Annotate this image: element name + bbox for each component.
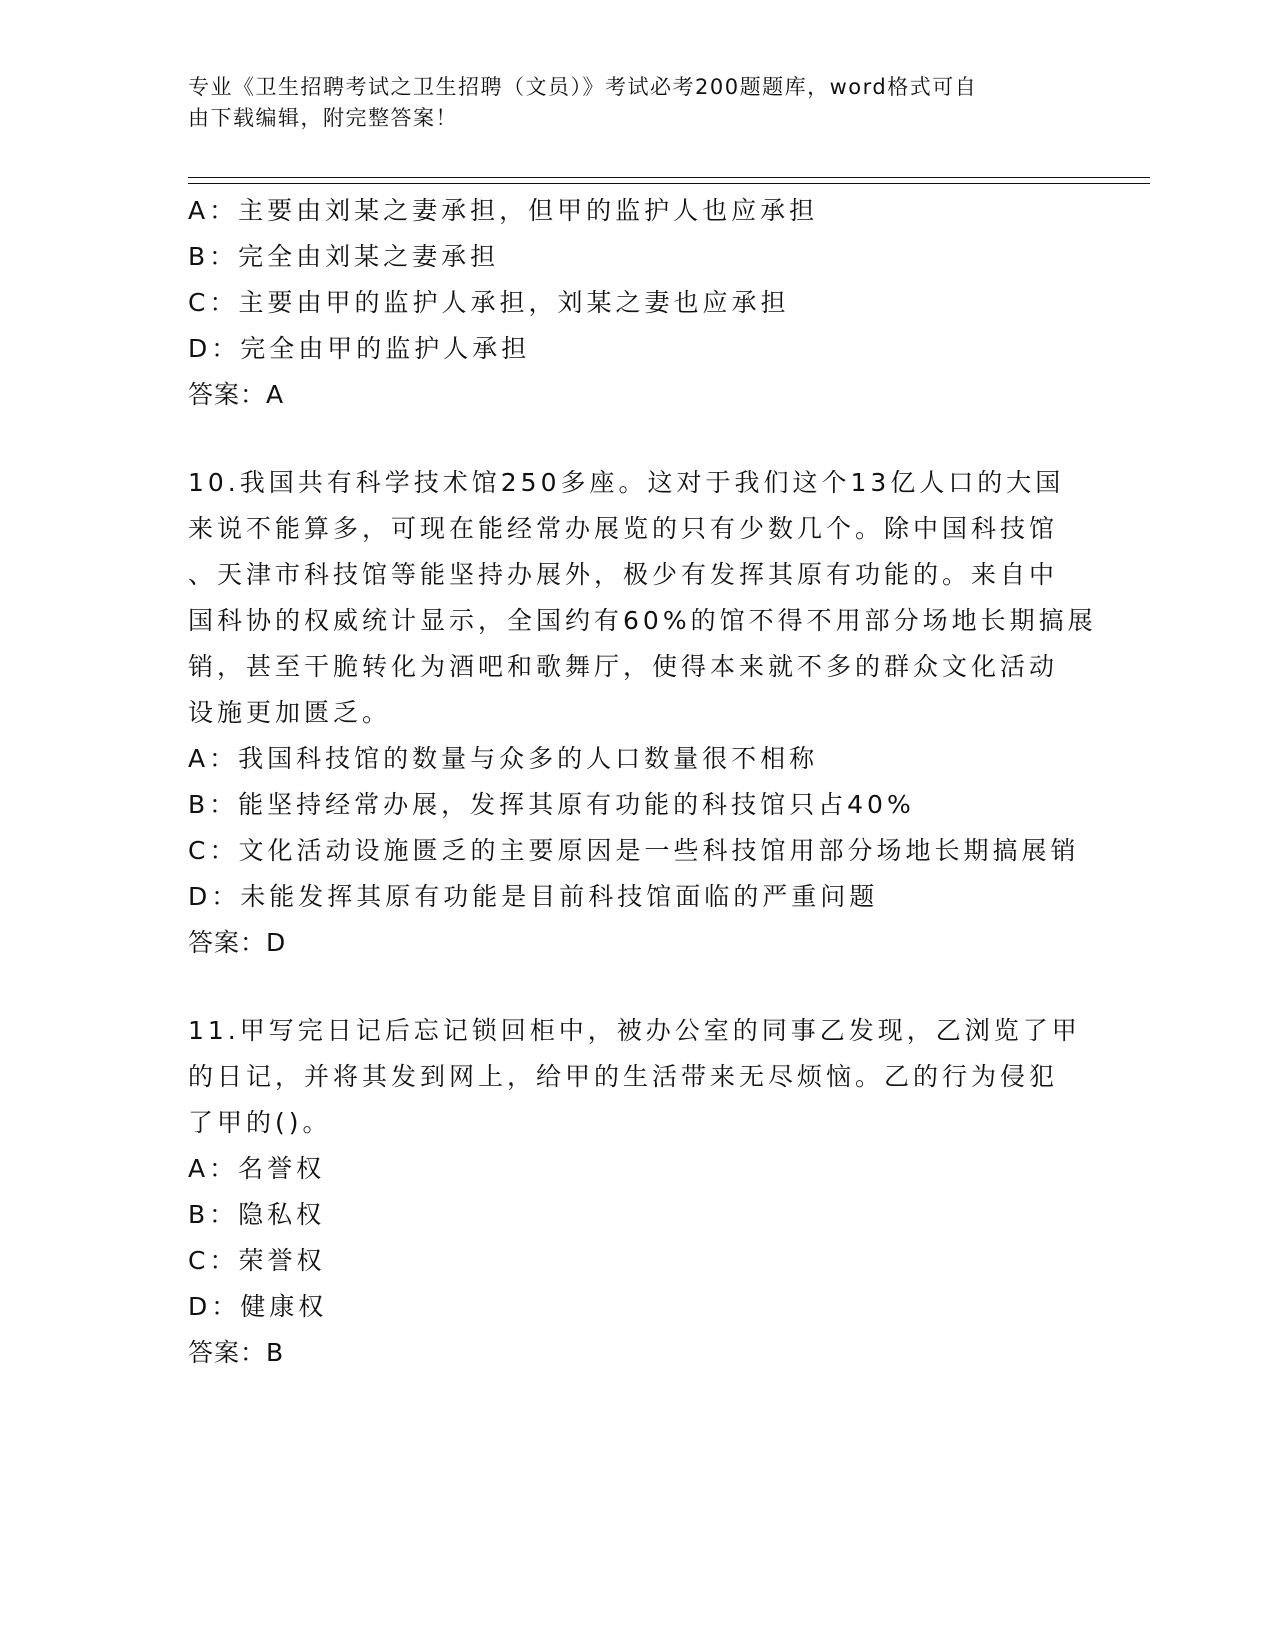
header-title-line-2: 由下载编辑，附完整答案！ (188, 106, 458, 130)
option-b: B：能坚持经常办展，发挥其原有功能的科技馆只占40% (188, 790, 915, 819)
question-stem-line: 销，甚至干脆转化为酒吧和歌舞厅，使得本来就不多的群众文化活动 (188, 652, 1059, 681)
question-stem-line: 10.我国共有科学技术馆250多座。这对于我们这个13亿人口的大国 (188, 468, 1065, 497)
question-stem-line: 的日记，并将其发到网上，给甲的生活带来无尽烦恼。乙的行为侵犯 (188, 1062, 1059, 1091)
document-body (188, 188, 1097, 1376)
header-divider-bottom (188, 183, 1150, 184)
question-stem-line: 了甲的()。 (188, 1108, 332, 1137)
question-stem-line: 11.甲写完日记后忘记锁回柜中，被办公室的同事乙发现，乙浏览了甲 (188, 1016, 1081, 1045)
question-10 (188, 460, 1097, 966)
option-c: C：主要由甲的监护人承担，刘某之妻也应承担 (188, 288, 790, 317)
option-b: B：隐私权 (188, 1200, 326, 1229)
question-stem-line: 设施更加匮乏。 (188, 698, 392, 727)
option-d: D：健康权 (188, 1292, 328, 1321)
option-d: D：未能发挥其原有功能是目前科技馆面临的严重问题 (188, 882, 879, 911)
option-a: A：名誉权 (188, 1154, 326, 1183)
answer: 答案：D (188, 928, 287, 957)
question-9 (188, 188, 1088, 418)
option-a: A：我国科技馆的数量与众多的人口数量很不相称 (188, 744, 819, 773)
question-11 (188, 1008, 1088, 1376)
option-b: B：完全由刘某之妻承担 (188, 242, 500, 271)
header-title-line-1: 专业《卫生招聘考试之卫生招聘（文员）》考试必考200题题库，word格式可自 (188, 75, 978, 99)
answer: 答案：A (188, 380, 285, 409)
document-header (188, 72, 1068, 134)
option-d: D：完全由甲的监护人承担 (188, 334, 531, 363)
question-stem-line: 国科协的权威统计显示，全国约有60%的馆不得不用部分场地长期搞展 (188, 606, 1097, 635)
option-a: A：主要由刘某之妻承担，但甲的监护人也应承担 (188, 196, 819, 225)
question-stem-line: 、天津市科技馆等能坚持办展外，极少有发挥其原有功能的。来自中 (188, 560, 1059, 589)
header-divider-top (188, 177, 1150, 178)
option-c: C：文化活动设施匮乏的主要原因是一些科技馆用部分场地长期搞展销 (188, 836, 1080, 865)
question-stem-line: 来说不能算多，可现在能经常办展览的只有少数几个。除中国科技馆 (188, 514, 1059, 543)
answer: 答案：B (188, 1338, 285, 1367)
option-c: C：荣誉权 (188, 1246, 326, 1275)
